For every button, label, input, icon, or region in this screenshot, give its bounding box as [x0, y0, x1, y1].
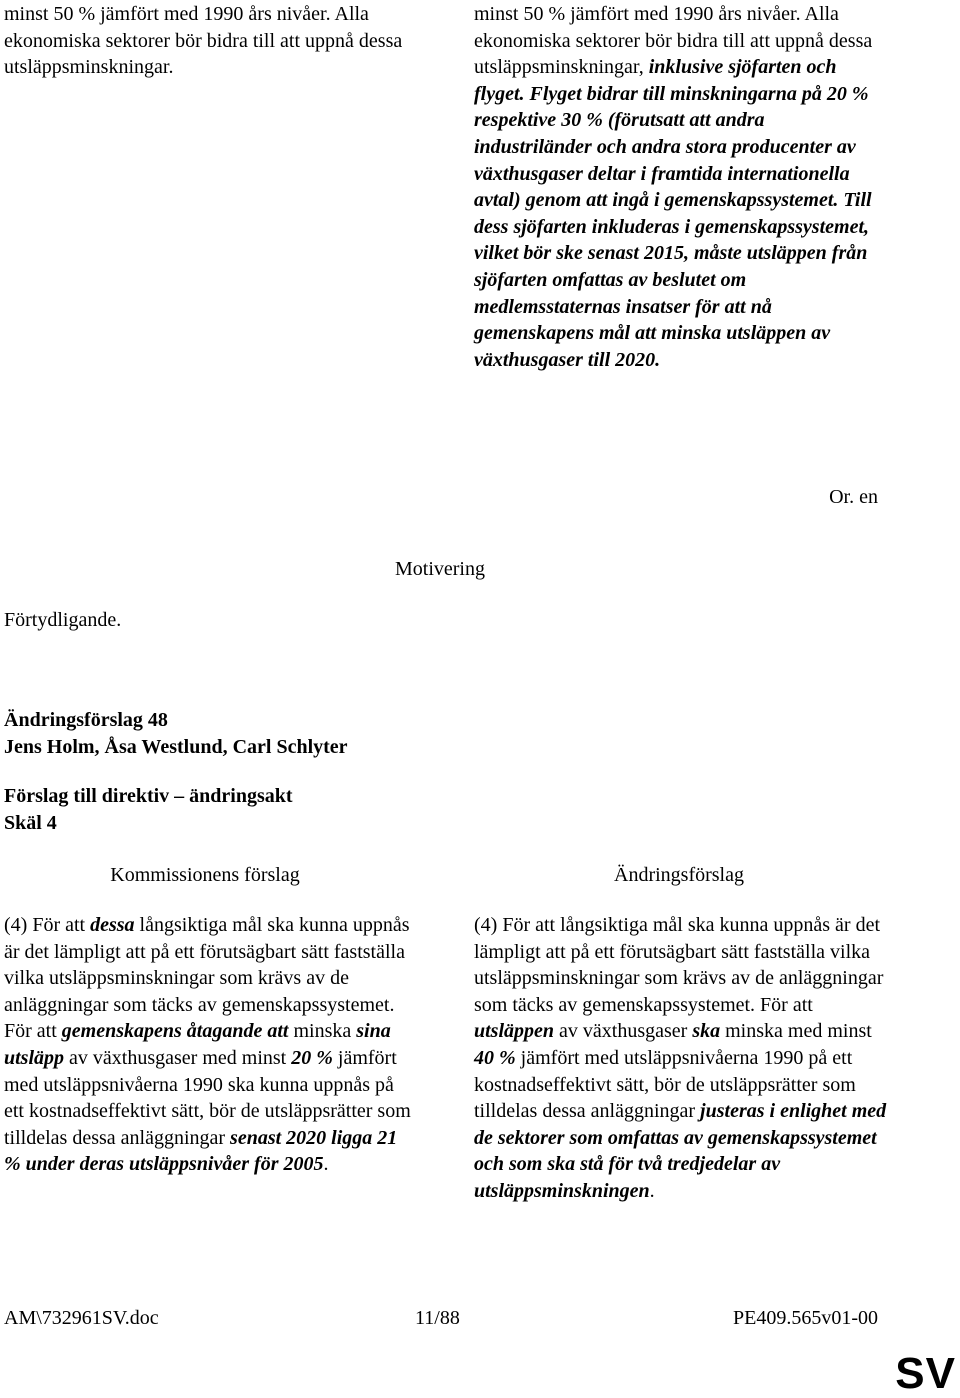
commission-proposal-heading: Kommissionens förslag	[110, 864, 300, 886]
footer-doc-ref: AM\732961SV.doc	[4, 1307, 159, 1329]
amendment-number: Ändringsförslag 48	[4, 709, 168, 731]
language-badge: SV	[895, 1349, 956, 1398]
amendment-text: (4) För att långsiktiga mål ska kunna uppnås är det lämpligt att på ett förutsägbart sätt fastställa vilka utsläppsminskningar som krävs av de anläggningar som täcks av gemenskapssystemet. För att utsläppen av växthusgaser ska minska med minst 40 % jämfört med utsläppsnivåerna 1990 på ett kostnadseffektivt sätt, bör de utsläppsrätter som tilldelas dessa anläggningar justeras i enlighet med de sektorer som omfattas av gemenskapssystemet och som ska stå för två tredjedelar av utsläppsminskningen.	[474, 914, 887, 1202]
commission-proposal-text: (4) För att dessa långsiktiga mål ska kunna uppnås är det lämpligt att på ett förutsägbart sätt fastställa vilka utsläppsminskningar som krävs av de anläggningar som täcks av gemenskapssystemet. För att gemenskapens åtagande att minska sina utsläpp av växthusgaser med minst 20 % jämfört med utsläppsnivåerna 1990 ska kunna uppnås på ett kostnadseffektivt sätt, bör de utsläppsrätter som tilldelas dessa anläggningar senast 2020 ligga 21 % under deras utsläppsnivåer för 2005.	[4, 914, 411, 1176]
recital-reference: Skäl 4	[4, 812, 57, 834]
top-right-amended: inklusive sjöfarten och flyget. Flyget bidrar till minskningarna på 20 % respektive 30 % (förutsatt att andra industriländer och andra stora producenter av växthusgaser deltar i framtida internationella avtal) genom att ingå i gemenskapssystemet. Till dess sjöfarten inkluderas i gemenskapssystemet, vilket bör ske senast 2015, måste utsläppen från sjöfarten omfattas av beslutet om medlemsstaternas insatser för att nå gemenskapens mål att minska utsläppen av växthusgaser till 2020.	[474, 56, 872, 371]
top-left-text: minst 50 % jämfört med 1990 års nivåer. Alla ekonomiska sektorer bör bidra till att uppnå dessa utsläppsminskningar.	[4, 3, 403, 79]
amendment-authors: Jens Holm, Åsa Westlund, Carl Schlyter	[4, 736, 348, 758]
original-language: Or. en	[829, 486, 878, 508]
justification-heading: Motivering	[395, 558, 485, 580]
proposal-line: Förslag till direktiv – ändringsakt	[4, 785, 293, 807]
top-right-plain: minst 50 % jämfört med 1990 års nivåer. Alla ekonomiska sektorer bör bidra till att uppnå dessa utsläppsminskningar,	[474, 3, 873, 79]
justification-text: Förtydligande.	[4, 609, 122, 631]
top-right-text	[474, 1, 874, 373]
amendment-heading: Ändringsförslag	[614, 864, 744, 886]
footer-pe-ref: PE409.565v01-00	[733, 1307, 878, 1329]
footer-page-number: 11/88	[415, 1307, 460, 1329]
